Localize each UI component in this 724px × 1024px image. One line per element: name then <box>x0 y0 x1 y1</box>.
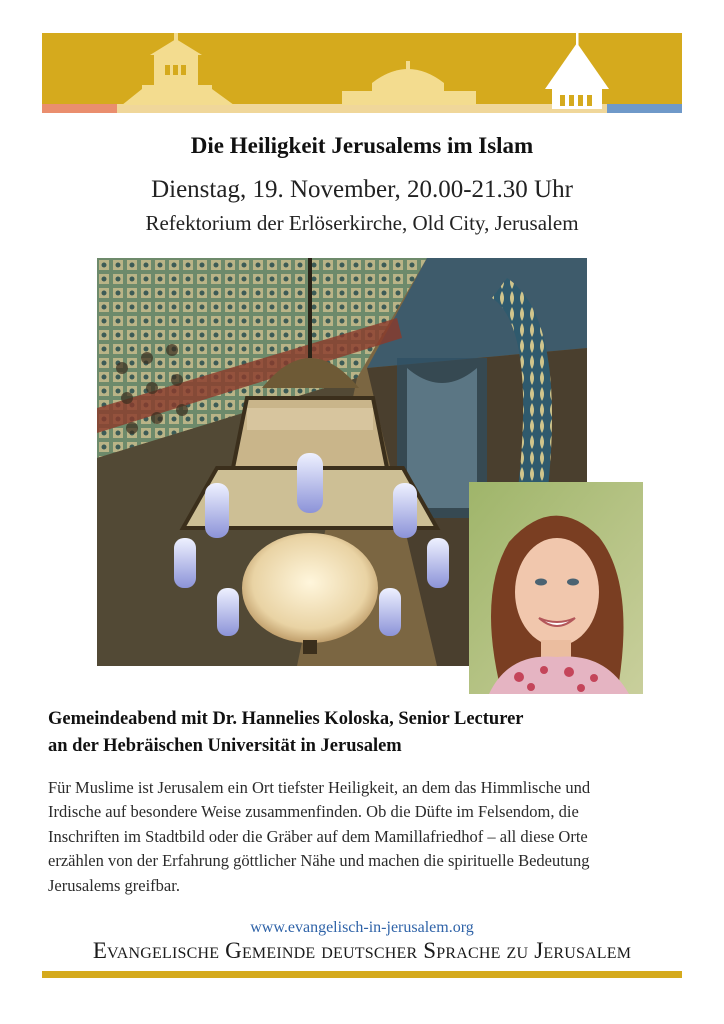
description-line: Für Muslime ist Jerusalem ein Ort tiefster Heiligkeit, an dem das Himmlische und <box>48 778 591 797</box>
jerusalem-skyline-logo <box>42 25 682 113</box>
event-venue: Refektorium der Erlöserkirche, Old City, Jerusalem <box>145 211 579 235</box>
speaker-portrait-photo <box>469 482 643 694</box>
event-title: Die Heiligkeit Jerusalems im Islam <box>190 133 534 158</box>
description-line: erzählen von der Erfahrung göttlicher Nähe und machen die spirituelle Bedeutung <box>48 851 590 871</box>
organization-name: Evangelische Gemeinde deutscher Sprache zu Jerusalem <box>92 938 632 963</box>
speaker-info <box>48 706 688 760</box>
description-line: Irdische auf besondere Weise zusammenfinden. Ob die Düfte im Felsendom, die <box>48 802 579 822</box>
speaker-line-1: Gemeindeabend mit Dr. Hannelies Koloska, Senior Lecturer <box>48 709 524 729</box>
description-line: Jerusalems greifbar. <box>48 875 180 895</box>
event-description <box>48 776 688 898</box>
website-link[interactable]: www.evangelisch-in-jerusalem.org <box>250 919 474 936</box>
description-line: Inschriften im Stadtbild oder die Gräber auf dem Mamillafriedhof – all diese Orte <box>48 826 588 846</box>
speaker-line-2: an der Hebräischen Universität in Jerusalem <box>48 736 402 756</box>
event-date-time: Dienstag, 19. November, 20.00-21.30 Uhr <box>151 176 573 203</box>
header-banner <box>42 25 682 113</box>
footer-divider <box>42 971 682 978</box>
